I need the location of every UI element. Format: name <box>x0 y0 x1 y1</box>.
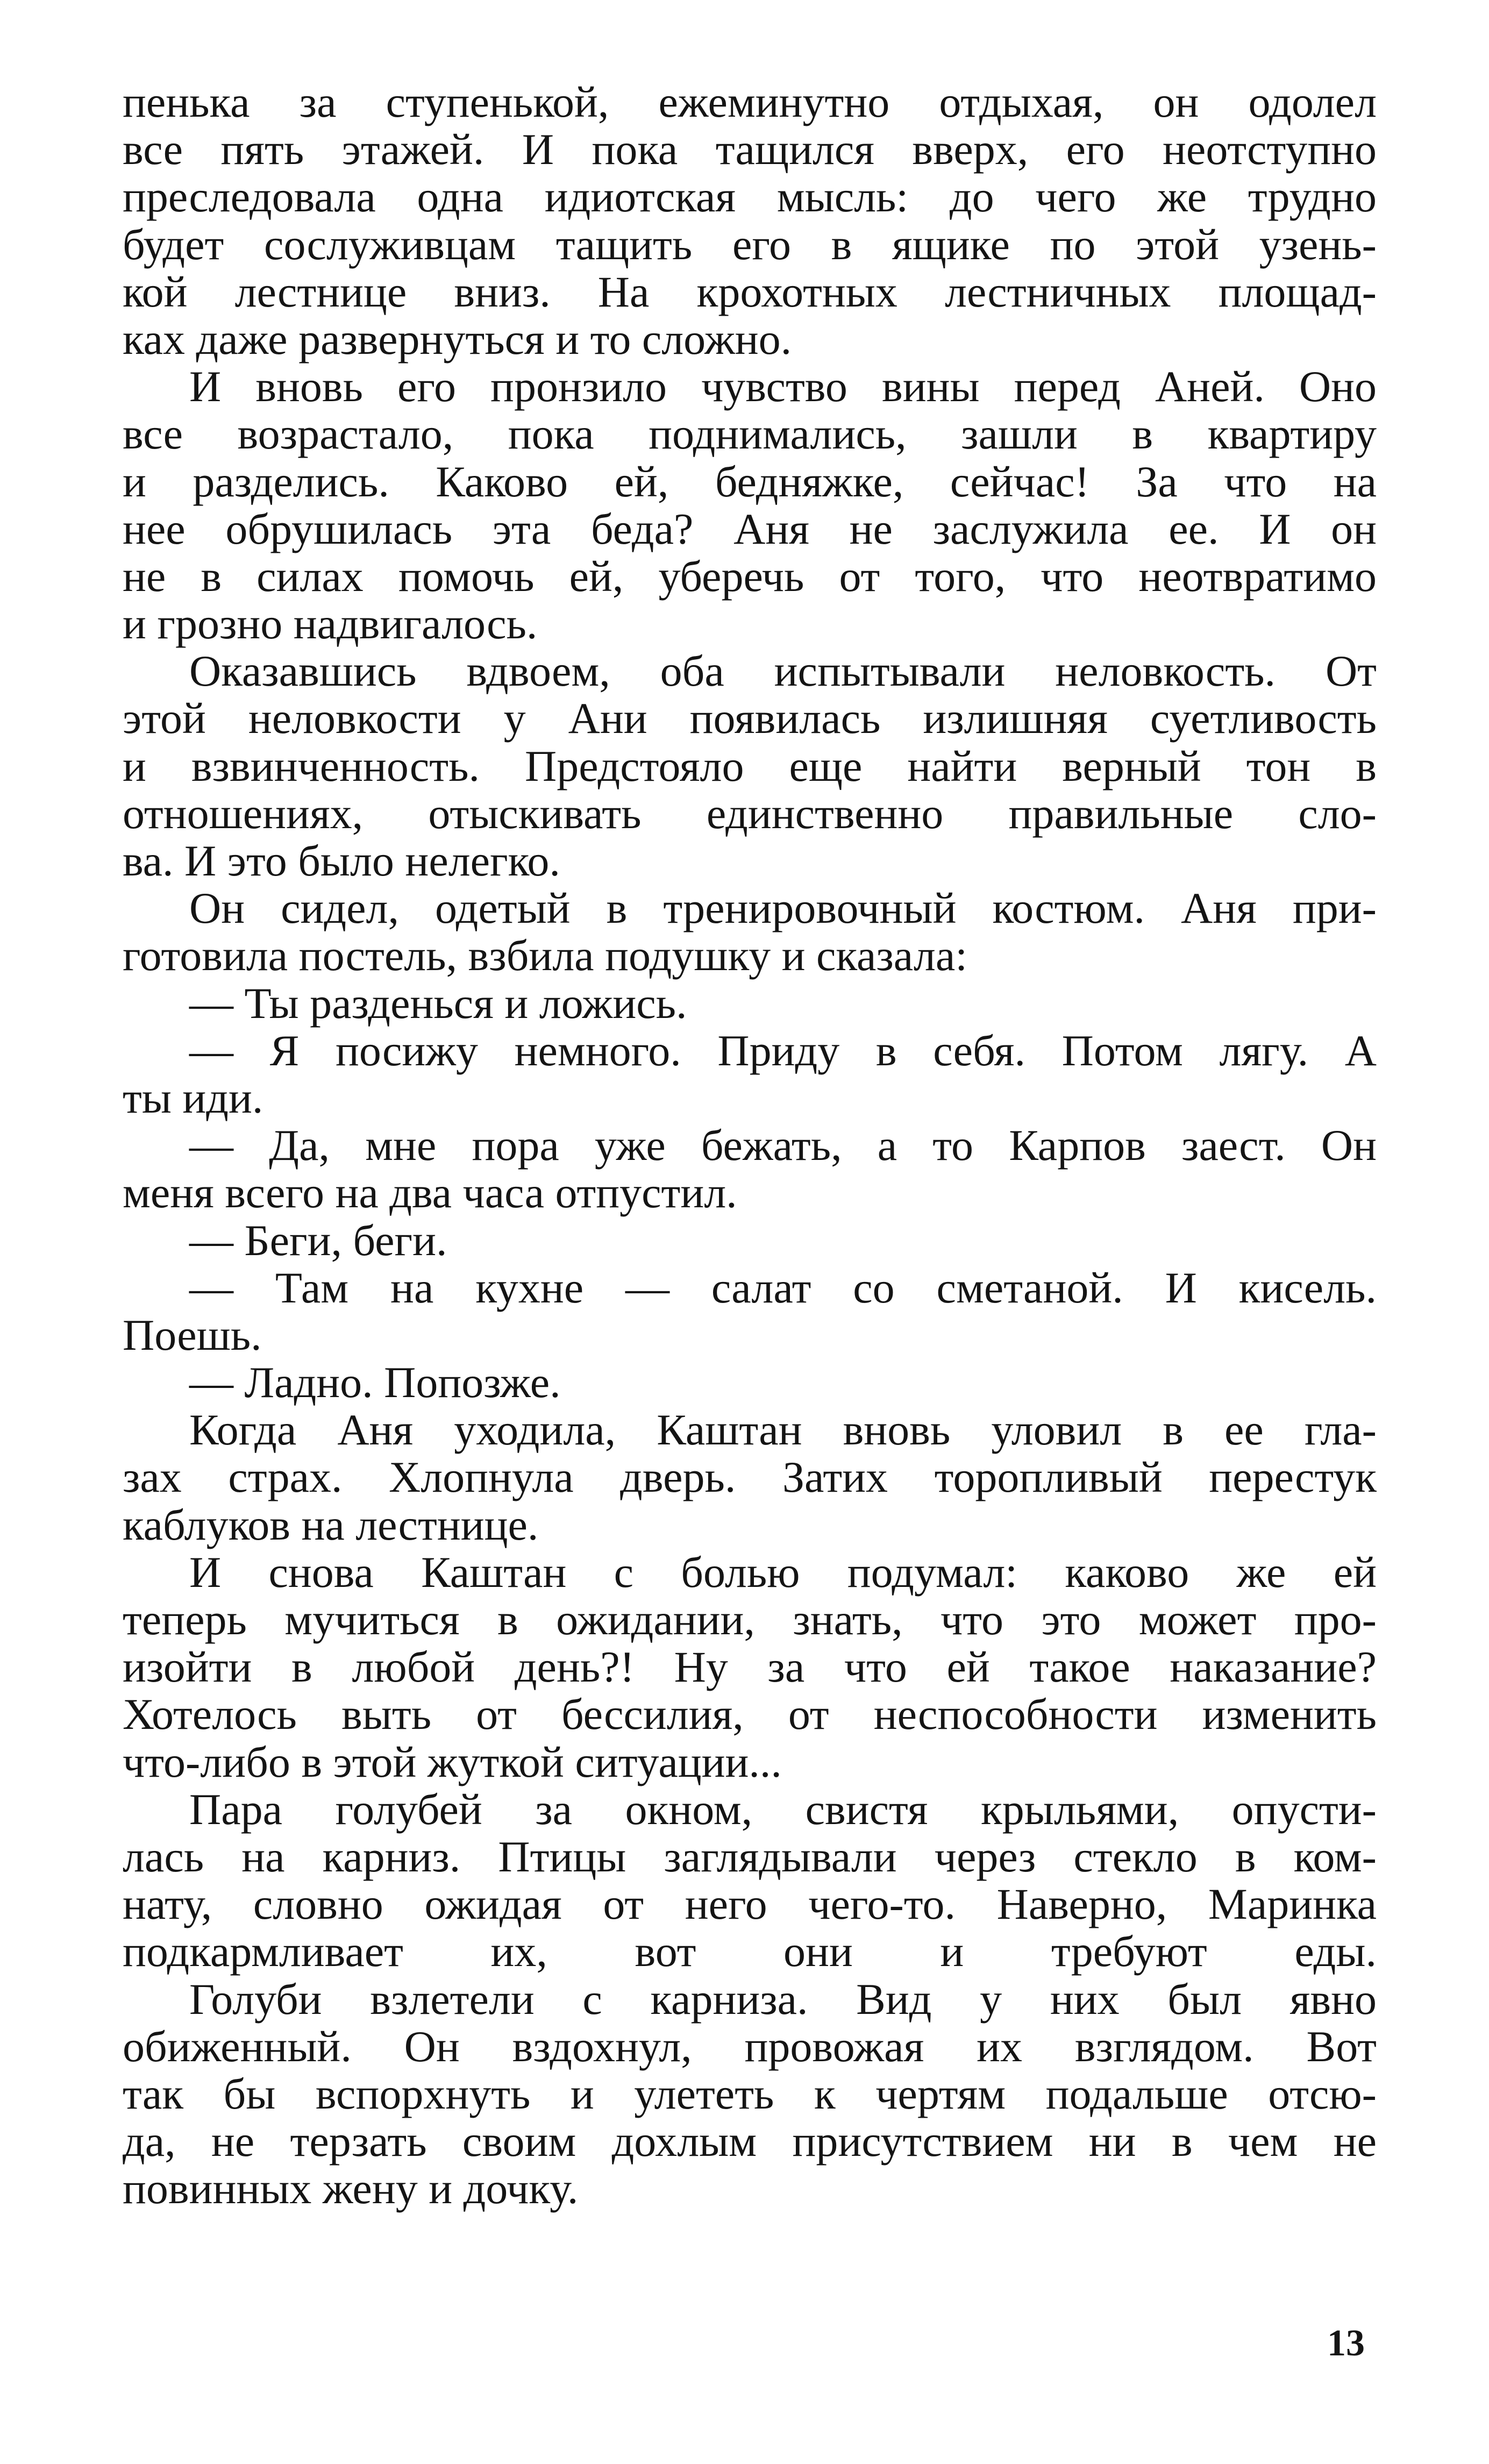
text-line: — Ты разденься и ложись. <box>189 978 687 1028</box>
text-line: отношениях, отыскивать единственно правильные сло- <box>123 788 1377 838</box>
text-line: все пять этажей. И пока тащился вверх, его неотступно <box>123 125 1377 174</box>
text-line: — Я посижу немного. Приду в себя. Потом лягу. А <box>189 1026 1377 1075</box>
text-line: обиженный. Он вздохнул, провожая их взглядом. Вот <box>123 2021 1377 2071</box>
text-line: и грозно надвигалось. <box>123 599 538 649</box>
text-line: каблуков на лестнице. <box>123 1500 539 1549</box>
text-line: — Да, мне пора уже бежать, а то Карпов заест. Он <box>189 1121 1377 1170</box>
text-line: пенька за ступенькой, ежеминутно отдыхая, он одолел <box>123 77 1377 126</box>
text-line: меня всего на два часа отпустил. <box>123 1168 737 1217</box>
text-line: нее обрушилась эта беда? Аня не заслужила ее. И он <box>123 504 1377 553</box>
text-line: все возрастало, пока поднимались, зашли в квартиру <box>123 409 1377 459</box>
text-line: И вновь его пронзило чувство вины перед Аней. Оно <box>189 362 1377 411</box>
text-line: лась на карниз. Птицы заглядывали через стекло в ком- <box>123 1832 1377 1881</box>
text-line: — Там на кухне — салат со сметаной. И кисель. <box>189 1263 1377 1312</box>
text-line: теперь мучиться в ожидании, знать, что это может про- <box>123 1595 1377 1644</box>
text-line: будет сослуживцам тащить его в ящике по этой узень- <box>123 219 1377 269</box>
text-line: И снова Каштан с болью подумал: каково же ей <box>189 1547 1377 1597</box>
text-line: ты иди. <box>123 1073 263 1122</box>
text-line: Оказавшись вдвоем, оба испытывали неловкость. От <box>189 646 1377 696</box>
text-line: и взвинченность. Предстояло еще найти верный тон в <box>123 741 1377 791</box>
text-line: Когда Аня уходила, Каштан вновь уловил в ее гла- <box>189 1405 1377 1455</box>
text-line: что-либо в этой жуткой ситуации... <box>123 1737 782 1786</box>
text-line: преследовала одна идиотская мысль: до чего же трудно <box>123 172 1377 222</box>
text-line: — Ладно. Попозже. <box>189 1358 561 1407</box>
text-line: кой лестнице вниз. На крохотных лестничных площад- <box>123 267 1377 316</box>
text-line: ва. И это было нелегко. <box>123 836 560 885</box>
text-line: подкармливает их, вот они и требуют еды. <box>123 1927 1377 1976</box>
text-line: ках даже развернуться и то сложно. <box>123 314 792 364</box>
text-line: Пара голубей за окном, свистя крыльями, опусти- <box>189 1784 1377 1834</box>
text-line: нату, словно ожидая от него чего-то. Наверно, Маринка <box>123 1879 1377 1929</box>
text-line: так бы вспорхнуть и улететь к чертям подальше отсю- <box>123 2069 1377 2118</box>
text-line: Он сидел, одетый в тренировочный костюм. Аня при- <box>189 884 1377 933</box>
text-line: и разделись. Каково ей, бедняжке, сейчас! За что на <box>123 457 1377 506</box>
text-line: Голуби взлетели с карниза. Вид у них был явно <box>189 1974 1377 2024</box>
body-text <box>123 79 1377 2212</box>
text-line: этой неловкости у Ани появилась излишняя суетливость <box>123 694 1377 743</box>
text-line: готовила постель, взбила подушку и сказала: <box>123 931 968 980</box>
text-line: повинных жену и дочку. <box>123 2164 579 2213</box>
text-line: да, не терзать своим дохлым присутствием ни в чем не <box>123 2117 1377 2166</box>
text-line: не в силах помочь ей, уберечь от того, что неотвратимо <box>123 551 1377 601</box>
text-line: изойти в любой день?! Ну за что ей такое наказание? <box>123 1642 1377 1692</box>
text-line: зах страх. Хлопнула дверь. Затих торопливый перестук <box>123 1452 1377 1502</box>
text-line: Хотелось выть от бессилия, от неспособности изменить <box>123 1690 1377 1739</box>
text-line: — Беги, беги. <box>189 1215 447 1265</box>
page-number: 13 <box>1327 2323 1365 2364</box>
text-line: Поешь. <box>123 1310 262 1359</box>
